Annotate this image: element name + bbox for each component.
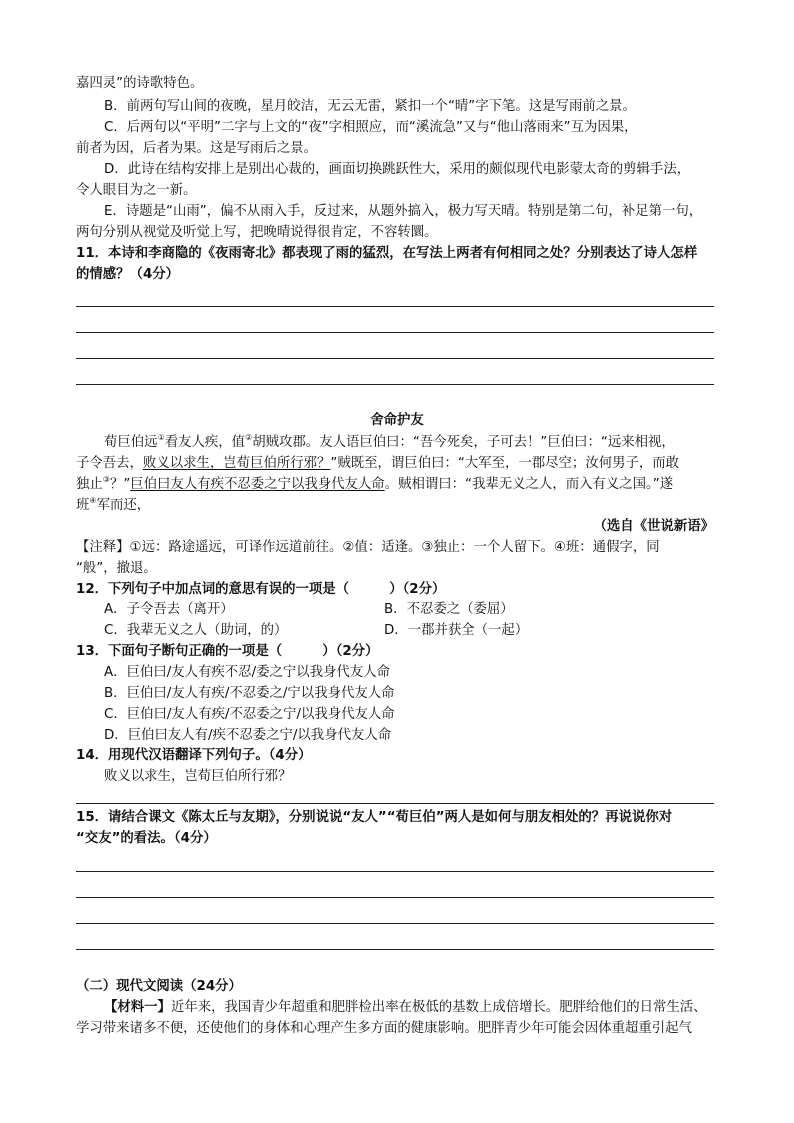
question-15-line2: “交友”的看法。（4分） [76, 831, 217, 846]
answer-line[interactable] [76, 897, 714, 898]
notes-line1: 【注释】①远：路途遥远，可译作远道前往。②值：适逢。③独止：一个人留下。④班：通假字，同 [76, 540, 660, 555]
answer-line[interactable] [76, 384, 714, 385]
note-marker: ③ [102, 475, 110, 484]
answer-line[interactable] [76, 923, 714, 924]
passage-line1: 荀巨伯远①看友人疾，值②胡贼攻郡。友人语巨伯曰：“吾今死矣，子可去！”巨伯曰：“远来相视， [104, 433, 675, 450]
q13-option-b[interactable]: B．巨伯曰/友人有疾/不忍委之/宁以我身代友人命 [104, 686, 395, 701]
q13-option-c[interactable]: C．巨伯曰/友人有疾/不忍委之宁/以我身代友人命 [104, 707, 395, 722]
answer-line[interactable] [76, 803, 714, 804]
underlined-sentence-2: 巨伯曰友人有疾不忍委之宁以我身代友人命 [130, 477, 385, 492]
option-c-line2: 前者为因，后者为果。这是写雨后之景。 [76, 141, 318, 156]
passage-line2: 子令吾去，败义以求生，岂荀巨伯所行邪？”贼既至，谓巨伯曰：“大军至，一郡尽空；汝何男子，而敢 [76, 456, 680, 471]
note-marker: ② [245, 433, 253, 442]
q14-sentence: 败义以求生，岂荀巨伯所行邪？ [104, 769, 292, 784]
q13-option-a[interactable]: A．巨伯曰/友人有疾不忍/委之宁以我身代友人命 [104, 665, 390, 680]
passage-source: （选自《世说新语》 [593, 519, 714, 534]
passage-line3: 独止③？”巨伯曰友人有疾不忍委之宁以我身代友人命。贼相谓曰：“我辈无义之人，而入有义之国。”遂 [76, 475, 674, 492]
q12-option-a[interactable]: A．子令吾去（离开） [104, 602, 234, 617]
note-marker: ④ [89, 496, 97, 505]
answer-line[interactable] [76, 358, 714, 359]
option-a-tail: 嘉四灵”的诗歌特色。 [76, 76, 204, 91]
underlined-sentence-1: 败义以求生，岂荀巨伯所行邪？ [142, 456, 331, 471]
material-1-label: 【材料一】 [104, 1000, 171, 1015]
option-c-line1: C．后两句以“平明”二字与上文的“夜”字相照应，而“溪流急”又与“他山落雨来”互为因果， [104, 120, 638, 135]
question-13-stem: 13．下面句子断句正确的一项是（ ）（2分） [76, 644, 379, 659]
notes-line2: “般”，撤退。 [76, 561, 157, 576]
q12-option-b[interactable]: B．不忍委之（委屈） [384, 602, 514, 617]
material-1-line2: 学习带来诸多不便，还使他们的身体和心理产生多方面的健康影响。肥胖青少年可能会因体重超重引起气 [76, 1021, 692, 1036]
passage-title: 舍命护友 [370, 413, 424, 428]
option-d-line1: D．此诗在结构安排上是别出心裁的，画面切换跳跃性大，采用的颇似现代电影蒙太奇的剪辑手法， [104, 162, 691, 177]
option-d-line2: 令人眼目为之一新。 [76, 183, 197, 198]
answer-line[interactable] [76, 871, 714, 872]
option-e-line2: 两句分别从视觉及听觉上写，把晚晴说得很肯定，不容转圜。 [76, 225, 438, 240]
q12-option-d[interactable]: D．一郡并获全（一起） [384, 623, 529, 638]
q13-option-d[interactable]: D．巨伯曰友人有/疾不忍委之宁/以我身代友人命 [104, 728, 392, 743]
note-marker: ① [157, 433, 165, 442]
question-14-stem: 14．用现代汉语翻译下列句子。（4分） [76, 748, 312, 763]
question-15-line1: 15．请结合课文《陈太丘与友期》，分别说说“友人”“荀巨伯”两人是如何与朋友相处的？再说说你对 [76, 810, 673, 825]
option-b: B．前两句写山间的夜晚，星月皎洁，无云无雷，紧扣一个“晴”字下笔。这是写雨前之景。 [104, 99, 636, 114]
material-1-line1: 【材料一】近年来，我国青少年超重和肥胖检出率在极低的基数上成倍增长。肥胖给他们的日常生活、 [104, 1000, 707, 1015]
question-11-line1: 11．本诗和李商隐的《夜雨寄北》都表现了雨的猛烈，在写法上两者有何相同之处？分别表达了诗人怎样 [76, 246, 698, 261]
question-11-line2: 的情感？（4分） [76, 267, 180, 282]
section-2-heading: （二）现代文阅读（24分） [76, 979, 242, 994]
option-e-line1: E．诗题是“山雨”，偏不从雨入手，反过来，从题外搞入，极力写天晴。特别是第二句，补足第一句， [104, 204, 703, 219]
passage-line4: 班④军而还， [76, 496, 151, 513]
answer-line[interactable] [76, 949, 714, 950]
question-12-stem: 12．下列句子中加点词的意思有误的一项是（ ）（2分） [76, 582, 446, 597]
answer-line[interactable] [76, 332, 714, 333]
answer-line[interactable] [76, 306, 714, 307]
q12-option-c[interactable]: C．我辈无义之人（助词，的） [104, 623, 288, 638]
